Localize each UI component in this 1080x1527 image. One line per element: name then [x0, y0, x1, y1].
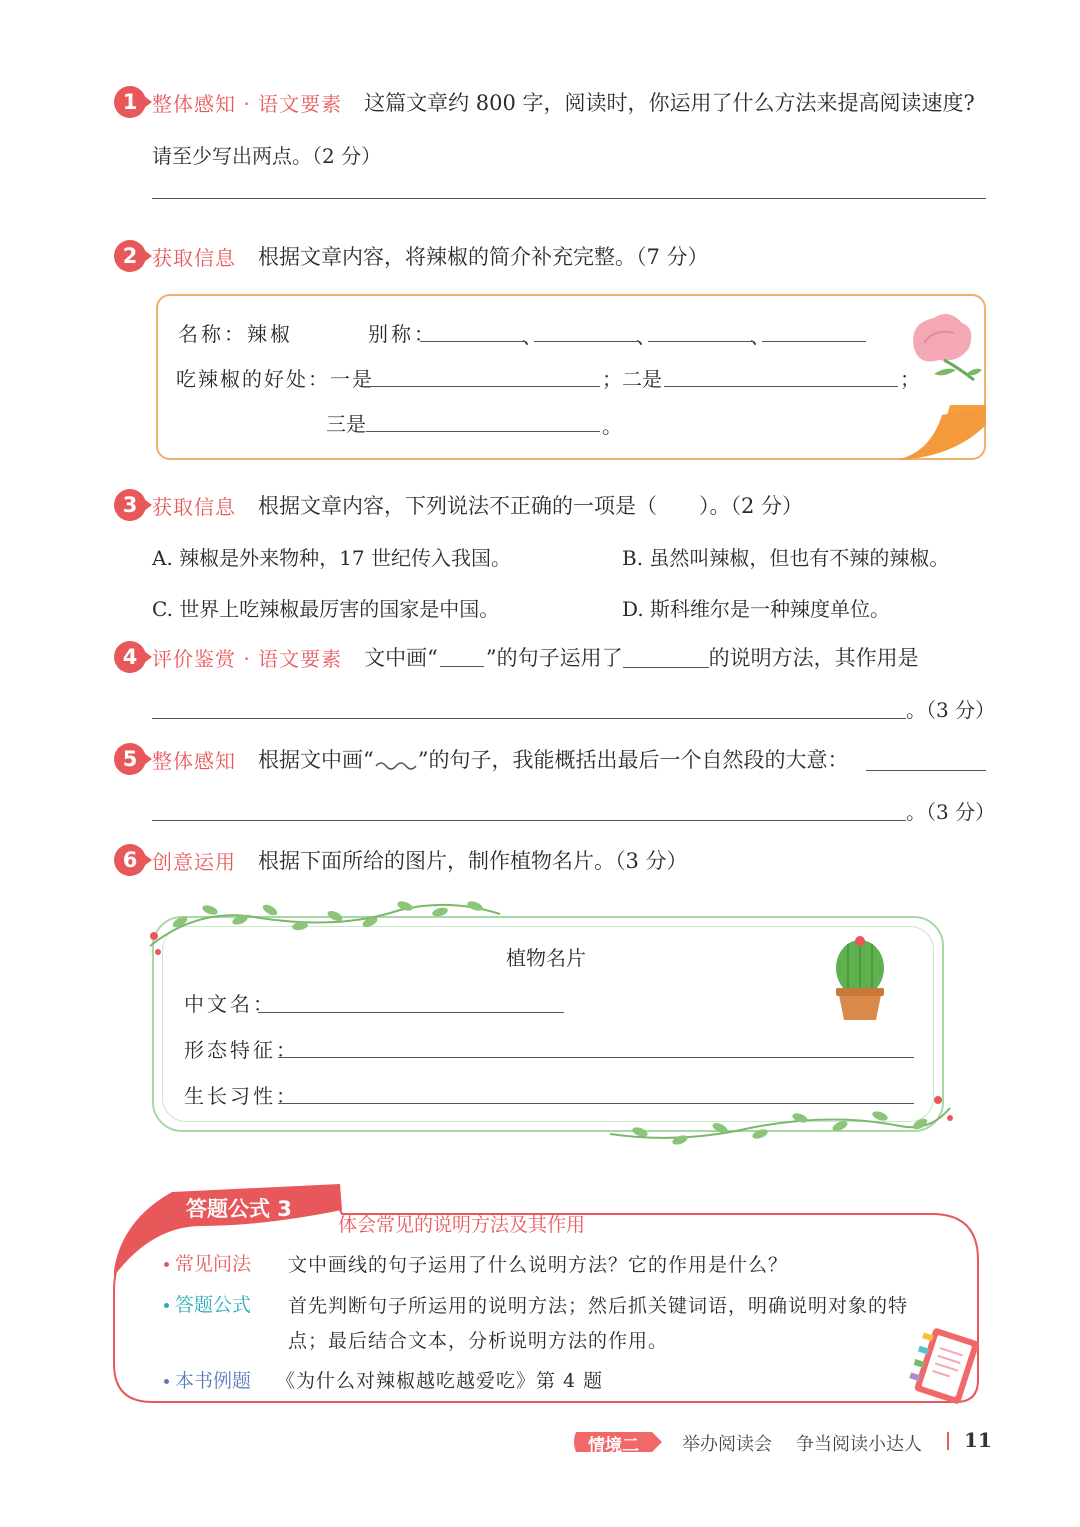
question-5-header — [114, 743, 848, 775]
alias-answer-line-3[interactable] — [648, 341, 752, 342]
benefit-answer-line-3[interactable] — [366, 431, 600, 432]
alias-answer-line-2[interactable] — [534, 341, 638, 342]
footer-title-2: 争当阅读小达人 — [796, 1434, 922, 1455]
formula-answer-label: 答题公式 — [164, 1290, 251, 1317]
formula-question-label: 常见问法 — [164, 1249, 251, 1276]
chinese-name-label: 中文名： — [184, 992, 276, 1016]
answer-line[interactable] — [152, 820, 906, 821]
plant-card-title: 植物名片 — [506, 946, 586, 970]
chinese-name-answer-line[interactable] — [258, 1012, 564, 1013]
semicolon: ； — [900, 367, 920, 391]
alias-label: 别称： — [368, 322, 437, 346]
question-number-badge: 2 — [114, 240, 146, 272]
underline-marker — [440, 647, 484, 667]
name-label: 名称：辣椒 — [178, 322, 293, 346]
question-tag: 整体感知 — [152, 748, 236, 773]
third-label: 三是 — [326, 412, 366, 436]
question-4-header — [114, 641, 919, 673]
separator: 、 — [636, 324, 656, 348]
cactus-icon — [830, 932, 890, 1022]
question-text: 根据下面所给的图片，制作植物名片。（3 分） — [258, 849, 688, 873]
question-number-badge: 6 — [114, 844, 146, 876]
score-tail: 。（3 分） — [906, 800, 996, 824]
period: 。 — [602, 414, 622, 438]
answer-blank[interactable] — [623, 646, 709, 668]
question-number-badge: 1 — [114, 86, 146, 118]
vine-decoration-icon — [600, 1088, 960, 1148]
option-d[interactable]: D. 斯科维尔是一种辣度单位。 — [622, 597, 891, 621]
question-number-badge: 5 — [114, 743, 146, 775]
question-1-text-continued: 请至少写出两点。（2 分） — [152, 144, 382, 168]
question-text: 根据文章内容，将辣椒的简介补充完整。（7 分） — [258, 245, 709, 269]
answer-line[interactable] — [152, 718, 906, 719]
formula-subtitle: 体会常见的说明方法及其作用 — [338, 1214, 586, 1236]
option-c[interactable]: C. 世界上吃辣椒最厉害的国家是中国。 — [152, 597, 500, 621]
question-tag: 整体感知 · 语文要素 — [152, 91, 343, 116]
question-tag: 获取信息 — [152, 245, 236, 270]
question-3-header — [114, 489, 803, 521]
question-text-a: 文中画“ — [364, 646, 438, 670]
alias-answer-line-4[interactable] — [762, 341, 866, 342]
notebook-icon — [904, 1326, 982, 1410]
question-text-a: 根据文中画“ — [258, 748, 374, 772]
question-tag: 获取信息 — [152, 494, 236, 519]
habits-answer-line[interactable] — [278, 1103, 914, 1104]
score-tail: 。（3 分） — [906, 698, 996, 722]
question-6-header — [114, 844, 688, 876]
question-number-badge: 4 — [114, 641, 146, 673]
formula-title: 答题公式 3 — [186, 1197, 292, 1221]
wavy-underline-marker — [374, 748, 418, 770]
formula-example-text: 《为什么对辣椒越吃越爱吃》第 4 题 — [276, 1370, 604, 1392]
formula-example-label: 本书例题 — [164, 1366, 251, 1393]
benefit-answer-line-1[interactable] — [366, 386, 600, 387]
vine-decoration-icon — [140, 896, 510, 956]
features-answer-line[interactable] — [278, 1057, 914, 1058]
footer-section-label: 情境二 — [588, 1436, 639, 1456]
option-a[interactable]: A. 辣椒是外来物种，17 世纪传入我国。 — [152, 546, 511, 570]
separator: 、 — [750, 324, 770, 348]
option-b[interactable]: B. 虽然叫辣椒，但也有不辣的辣椒。 — [622, 546, 950, 570]
features-label: 形态特征： — [184, 1038, 299, 1062]
question-2-header — [114, 240, 709, 272]
habits-label: 生长习性： — [184, 1084, 299, 1108]
formula-question-text: 文中画线的句子运用了什么说明方法？它的作用是什么？ — [288, 1254, 789, 1276]
formula-answer-text-1: 首先判断句子所运用的说明方法；然后抓关键词语，明确说明对象的特 — [288, 1295, 909, 1317]
second-label: ；二是 — [602, 367, 662, 391]
question-1-header — [114, 86, 975, 118]
benefit-label: 吃辣椒的好处：一是 — [176, 367, 374, 391]
question-text: 根据文章内容，下列说法不正确的一项是（ ）。（2 分） — [258, 494, 804, 518]
question-text-b: ”的句子，我能概括出最后一个自然段的大意： — [417, 748, 849, 772]
footer-title-1: 举办阅读会 — [682, 1434, 772, 1455]
answer-line[interactable] — [866, 770, 986, 771]
page-fold-icon — [890, 405, 986, 460]
footer-separator — [947, 1432, 949, 1450]
question-tag: 评价鉴赏 · 语文要素 — [152, 646, 343, 671]
benefit-answer-line-2[interactable] — [664, 386, 898, 387]
separator: 、 — [522, 324, 542, 348]
question-number-badge: 3 — [114, 489, 146, 521]
question-text-b: ”的句子运用了 — [485, 646, 623, 670]
page-number: 11 — [964, 1428, 992, 1452]
alias-answer-line-1[interactable] — [420, 341, 524, 342]
question-text: 这篇文章约 800 字，阅读时，你运用了什么方法来提高阅读速度? — [364, 91, 975, 115]
question-tag: 创意运用 — [152, 849, 236, 874]
formula-answer-text-2: 点；最后结合文本，分析说明方法的作用。 — [288, 1330, 669, 1352]
answer-line[interactable] — [152, 198, 986, 199]
question-text-c: 的说明方法，其作用是 — [708, 646, 919, 670]
